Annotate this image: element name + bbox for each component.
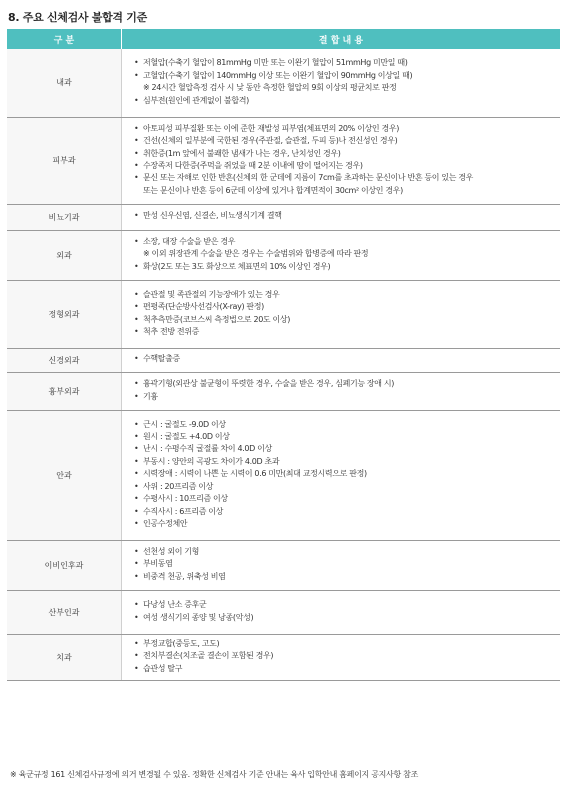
bullet-icon: • <box>134 506 139 516</box>
criteria-item <box>134 571 560 583</box>
criteria-item <box>134 612 560 624</box>
bullet-icon: • <box>134 444 139 454</box>
criteria-cell <box>122 49 561 117</box>
table-row <box>7 117 560 204</box>
table-row <box>7 204 560 230</box>
bullet-icon: • <box>134 571 139 581</box>
bullet-icon: • <box>134 481 139 491</box>
criteria-text: ※ 24시간 혈압측정 검사 시 낮 동안 측정한 혈압의 9회 이상의 평균치로 판정 <box>143 83 397 93</box>
criteria-cell <box>122 372 561 410</box>
bullet-icon: • <box>134 261 139 271</box>
table-row <box>7 634 560 680</box>
table-row <box>7 590 560 634</box>
criteria-text: 수평사시 : 10프리즘 이상 <box>143 494 228 504</box>
category-cell: 내과 <box>7 49 122 117</box>
criteria-cell <box>122 590 561 634</box>
bullet-icon: • <box>134 161 139 170</box>
table-row <box>7 410 560 540</box>
criteria-item <box>134 456 560 468</box>
criteria-text: ※ 이외 위장관계 수술을 받은 경우는 수술범위와 합병증에 따라 판정 <box>143 249 369 259</box>
table-row <box>7 49 560 117</box>
criteria-cell <box>122 117 561 204</box>
criteria-item <box>134 506 560 518</box>
criteria-text: 인공수정체안 <box>143 518 188 528</box>
criteria-cell <box>122 230 561 280</box>
criteria-item <box>134 314 560 326</box>
criteria-item <box>134 663 560 675</box>
criteria-text: 척추 전방 전위증 <box>143 326 200 336</box>
table-row <box>7 540 560 590</box>
criteria-item <box>134 123 560 135</box>
criteria-text: 소장, 대장 수술을 받은 경우 <box>143 236 236 246</box>
criteria-item <box>134 599 560 611</box>
criteria-text: 선천성 외이 기형 <box>143 546 200 556</box>
category-cell: 정형외과 <box>7 280 122 348</box>
criteria-text: 심부전(원인에 관계없이 불합격) <box>143 95 249 105</box>
criteria-item <box>134 638 560 650</box>
criteria-item <box>134 210 560 222</box>
bullet-icon: • <box>134 456 139 466</box>
criteria-item <box>134 419 560 431</box>
criteria-item <box>134 160 560 172</box>
bullet-icon: • <box>134 289 139 299</box>
bullet-icon: • <box>134 546 139 556</box>
category-cell: 산부인과 <box>7 590 122 634</box>
criteria-text: 기흉 <box>143 391 158 401</box>
criteria-item <box>134 558 560 570</box>
criteria-item <box>134 481 560 493</box>
criteria-text: 부비동염 <box>143 559 173 569</box>
criteria-item <box>134 95 560 107</box>
criteria-text: 부동시 : 양안의 곡광도 차이가 4.0D 초과 <box>143 456 280 466</box>
category-cell: 흉부외과 <box>7 372 122 410</box>
criteria-text: 척추측만증(코브스씨 측정법으로 20도 이상) <box>143 314 291 324</box>
criteria-item <box>134 289 560 301</box>
criteria-item <box>134 518 560 530</box>
criteria-text: 수핵탈출증 <box>143 354 180 364</box>
category-cell: 비뇨기과 <box>7 204 122 230</box>
bullet-icon: • <box>134 148 139 158</box>
criteria-item <box>134 431 560 443</box>
bullet-icon: • <box>134 236 139 246</box>
bullet-icon: • <box>134 391 139 401</box>
criteria-item <box>134 301 560 313</box>
bullet-icon: • <box>134 314 139 324</box>
criteria-text: 부정교합(중등도, 고도) <box>143 638 220 648</box>
criteria-item <box>134 378 560 390</box>
criteria-table <box>7 29 560 681</box>
bullet-icon: • <box>134 173 139 183</box>
criteria-text: 전치부결손(치조골 결손이 포함된 경우) <box>143 651 274 661</box>
criteria-item <box>134 443 560 455</box>
criteria-text: 취한증(1m 앞에서 불쾌한 냄새가 나는 경우, 난치성인 경우) <box>143 148 341 158</box>
criteria-text: 수장족저 다한증(주먹을 쥐었을 때 2분 이내에 땀이 떨어지는 경우) <box>143 161 363 170</box>
bullet-icon: • <box>134 432 139 442</box>
criteria-item <box>134 185 560 197</box>
criteria-cell <box>122 410 561 540</box>
criteria-text: 아토피성 피부질환 또는 이에 준한 재발성 피부염(체표면의 20% 이상인 경우) <box>143 123 399 133</box>
criteria-cell <box>122 280 561 348</box>
criteria-text: 근시 : 굴절도 -9.0D 이상 <box>143 419 226 429</box>
criteria-text: 편평족(단순방사선검사(X-ray) 판정) <box>143 302 264 312</box>
criteria-item <box>134 650 560 662</box>
table-body <box>7 49 560 680</box>
bullet-icon: • <box>134 559 139 569</box>
criteria-cell <box>122 204 561 230</box>
criteria-item <box>134 57 560 69</box>
category-cell: 이비인후과 <box>7 540 122 590</box>
criteria-text: 건선(신체의 일부분에 국한된 경우(주관절, 슬관절, 두피 등)나 전신성인 경우) <box>143 136 398 146</box>
criteria-text: 저혈압(수축기 혈압이 81mmHg 미만 또는 이완기 혈압이 51mmHg 미만일 때) <box>143 58 408 68</box>
bullet-icon: • <box>134 58 139 68</box>
criteria-cell <box>122 348 561 372</box>
header-content: 결 합 내 용 <box>122 29 561 49</box>
criteria-text: 만성 신우신염, 신결손, 비뇨생식기계 결핵 <box>143 211 282 221</box>
bullet-icon: • <box>134 211 139 221</box>
criteria-note <box>134 82 560 94</box>
bullet-icon: • <box>134 419 139 429</box>
bullet-icon: • <box>134 354 139 364</box>
bullet-icon: • <box>134 95 139 105</box>
criteria-item <box>134 326 560 338</box>
table-row <box>7 348 560 372</box>
table-header-row <box>7 29 560 49</box>
category-cell: 신경외과 <box>7 348 122 372</box>
category-cell: 외과 <box>7 230 122 280</box>
table-row <box>7 280 560 348</box>
bullet-icon: • <box>134 136 139 146</box>
criteria-item <box>134 135 560 147</box>
category-cell: 치과 <box>7 634 122 680</box>
bullet-icon: • <box>134 379 139 389</box>
table-row <box>7 230 560 280</box>
criteria-text: 또는 문신이나 반흔 등이 6군데 이상에 있거나 합계면적이 30cm² 이상인 경우) <box>143 185 403 195</box>
criteria-text: 고혈압(수축기 혈압이 140mmHg 이상 또는 이완기 혈압이 90mmHg 이상일 때) <box>143 70 413 80</box>
section-title: 8. 주요 신체검사 불합격 기준 <box>8 11 147 24</box>
criteria-item <box>134 236 560 248</box>
criteria-text: 수직사시 : 6프리즘 이상 <box>143 506 224 516</box>
footnote: ※ 육군규정 161 신체검사규정에 의거 변경될 수 있음. 정확한 신체검사 기준 안내는 육사 입학안내 홈페이지 공지사항 참조 <box>10 770 419 779</box>
bullet-icon: • <box>134 70 139 80</box>
criteria-item <box>134 70 560 82</box>
bullet-icon: • <box>134 638 139 648</box>
bullet-icon: • <box>134 469 139 479</box>
criteria-text: 시력장애 : 시력이 나쁜 눈 시력이 0.6 미만(최대 교정시력으로 판정) <box>143 469 367 479</box>
criteria-item <box>134 391 560 403</box>
criteria-text: 다낭성 난소 증후군 <box>143 600 207 610</box>
criteria-text: 화상(2도 또는 3도 화상으로 체표면의 10% 이상인 경우) <box>143 261 331 271</box>
criteria-text: 여성 생식기의 종양 및 낭종(악성) <box>143 612 254 622</box>
criteria-text: 사위 : 20프리즘 이상 <box>143 481 214 491</box>
criteria-item <box>134 353 560 365</box>
criteria-item <box>134 493 560 505</box>
bullet-icon: • <box>134 494 139 504</box>
criteria-text: 습관성 탈구 <box>143 663 183 673</box>
bullet-icon: • <box>134 651 139 661</box>
bullet-icon: • <box>134 600 139 610</box>
criteria-text: 원시 : 굴절도 +4.0D 이상 <box>143 432 230 442</box>
bullet-icon: • <box>134 612 139 622</box>
category-cell: 피부과 <box>7 117 122 204</box>
criteria-cell <box>122 540 561 590</box>
bullet-icon: • <box>134 302 139 312</box>
criteria-item <box>134 172 560 184</box>
table-row <box>7 372 560 410</box>
bullet-icon: • <box>134 518 139 528</box>
criteria-text: 슬관절 및 족관절의 기능장애가 있는 경우 <box>143 289 280 299</box>
criteria-text: 난시 : 수평수직 굴절률 차이 4.0D 이상 <box>143 444 272 454</box>
header-category: 구 분 <box>7 29 122 49</box>
category-cell: 안과 <box>7 410 122 540</box>
criteria-text: 비중격 천공, 위축성 비염 <box>143 571 226 581</box>
criteria-item <box>134 148 560 160</box>
criteria-text: 문신 또는 자해로 인한 반흔(신체의 한 군데에 지름이 7cm를 초과하는 문신이나 반흔 등이 있는 경우 <box>143 173 474 183</box>
criteria-item <box>134 261 560 273</box>
bullet-icon: • <box>134 663 139 673</box>
criteria-note <box>134 248 560 260</box>
criteria-cell <box>122 634 561 680</box>
bullet-icon: • <box>134 123 139 133</box>
bullet-icon: • <box>134 326 139 336</box>
criteria-item <box>134 546 560 558</box>
criteria-item <box>134 468 560 480</box>
criteria-text: 흉곽기형(외관상 불균형이 뚜렷한 경우, 수술을 받은 경우, 심폐기능 장애 시) <box>143 379 395 389</box>
